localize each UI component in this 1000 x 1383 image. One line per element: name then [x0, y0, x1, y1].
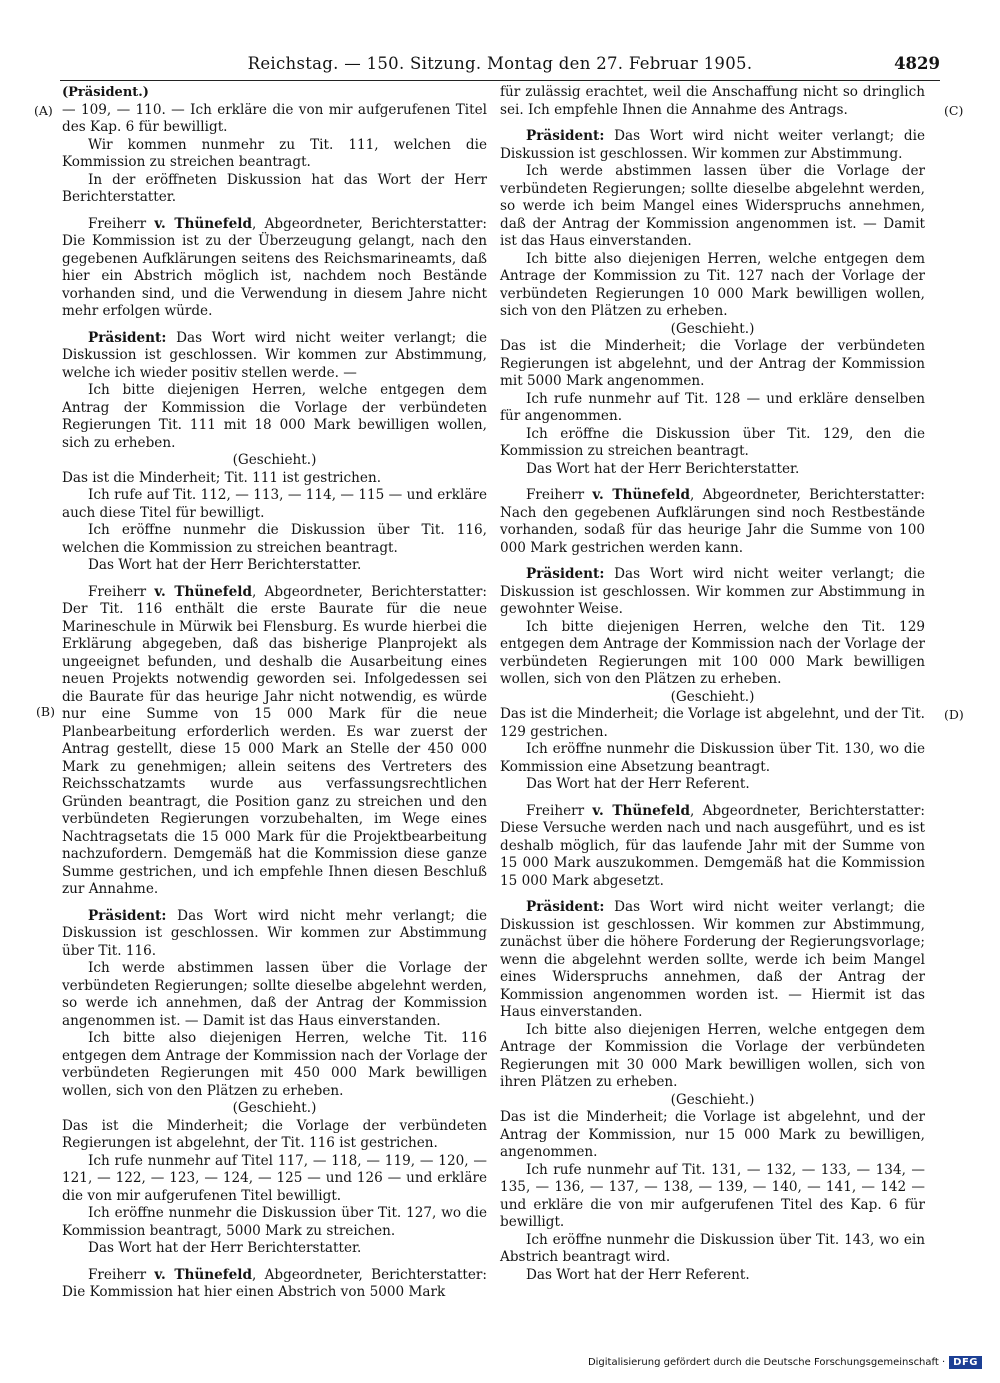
page-header	[60, 54, 940, 78]
margin-marker-c: (C)	[944, 103, 964, 118]
president-paragraph	[500, 128, 925, 163]
speaker-title: Freiherr	[88, 1266, 155, 1283]
paragraph: Ich rufe nunmehr auf Tit. 131, — 132, — 133, — 134, — 135, — 136, — 137, — 138, — 139, — 140, — 141, — 142 — und erkläre die von mir aufgerufenen Titel des Kap. 6 für bewilligt.	[500, 1161, 925, 1230]
dfg-logo: DFG	[949, 1356, 982, 1369]
stage-direction: (Geschieht.)	[232, 1100, 317, 1116]
paragraph: Das Wort hat der Herr Referent.	[526, 1266, 750, 1283]
speech-text: Das Wort wird nicht weiter verlangt; die Diskussion ist geschlossen. Wir kommen zur Abstimmung in gewohnter Weise.	[500, 566, 925, 617]
paragraph: Ich eröffne nunmehr die Diskussion über Tit. 127, wo die Kommission beantragt, 5000 Mark zu streichen.	[62, 1205, 487, 1239]
speaker-paragraph	[500, 803, 925, 891]
paragraph: Das ist die Minderheit; die Vorlage der verbündeten Regierungen ist abgelehnt, der Tit. 116 ist gestrichen.	[62, 1117, 487, 1151]
speaker-paragraph	[62, 1267, 487, 1302]
paragraph: Ich werde abstimmen lassen über die Vorlage der verbündeten Regierungen; sollte dieselbe abgelehnt werden, so werde ich beim Mangel eines Widerspruchs annehmen, daß der Antrag der Kommission angenommen ist. — Damit ist das Haus einverstanden.	[500, 163, 925, 249]
paragraph: Ich bitte diejenigen Herren, welche entgegen dem Antrag der Kommission die Vorlage der verbündeten Regierungen Tit. 111 mit 18 000 Mark bewilligen wollen, sich zu erheben.	[62, 382, 487, 451]
president-paragraph	[500, 899, 925, 1022]
speaker-title: Freiherr	[88, 215, 155, 232]
paragraph: Ich rufe auf Tit. 112, — 113, — 114, — 115 — und erkläre auch diese Titel für bewilligt.	[62, 487, 487, 521]
paragraph: Das ist die Minderheit; die Vorlage der verbündeten Regierungen ist abgelehnt, und der Antrag der Kommission mit 5000 Mark angenommen.	[500, 338, 925, 389]
speech-text: Das Wort wird nicht weiter verlangt; die Diskussion ist geschlossen. Wir kommen zur Abstimmung, zunächst über die höhere Forderung der Regierungsvorlage; wenn die abgelehnt werden sollte, werde ich beim Mangel eines Widerspruchs annehmen, daß der Antrag der Kommission angenommen worden ist. — Hiermit ist das Haus einverstanden.	[500, 899, 925, 1020]
speech-text: Das Wort wird nicht weiter verlangt; die Diskussion ist geschlossen. Wir kommen zur Abstimmung.	[500, 128, 925, 162]
speaker-paragraph	[62, 584, 487, 899]
paragraph: Ich rufe nunmehr auf Tit. 128 — und erkläre denselben für angenommen.	[500, 390, 925, 424]
margin-marker-d: (D)	[944, 707, 964, 722]
right-column	[500, 84, 925, 1284]
stage-direction: (Geschieht.)	[670, 688, 755, 705]
paragraph: Das ist die Minderheit; die Vorlage ist abgelehnt, und der Antrag der Kommission, nur 15 000 Mark zu bewilligen, angenommen.	[500, 1109, 925, 1160]
president-paragraph	[62, 908, 487, 961]
paragraph: Das Wort hat der Herr Berichterstatter.	[526, 460, 800, 477]
left-column	[62, 84, 487, 1302]
paragraph: Ich bitte also diejenigen Herren, welche Tit. 116 entgegen dem Antrage der Kommission nach der Vorlage der verbündeten Regierungen mit 450 000 Mark bewilligen wollen, sich von den Plätzen zu erheben.	[62, 1030, 487, 1099]
speaker-name: Präsident:	[526, 128, 605, 144]
paragraph: Ich werde abstimmen lassen über die Vorlage der verbündeten Regierungen; sollte dieselbe abgelehnt werden, so werde ich annehmen, daß der Antrag der Kommission angenommen ist. — Damit ist das Haus einverstanden.	[62, 960, 487, 1029]
speaker-name: v. Thünefeld	[154, 215, 252, 232]
paragraph: Ich bitte also diejenigen Herren, welche entgegen dem Antrage der Kommission die Vorlage der verbündeten Regierungen mit 30 000 Mark bewilligen wollen, sich von ihren Plätzen zu erheben.	[500, 1021, 925, 1090]
paragraph: Ich eröffne nunmehr die Diskussion über Tit. 130, wo die Kommission eine Absetzung beantragt.	[500, 741, 925, 775]
paragraph: In der eröffneten Diskussion hat das Wort der Herr Berichterstatter.	[62, 171, 487, 205]
section-speaker-head: (Präsident.)	[62, 85, 149, 100]
page-number: 4829	[894, 54, 940, 73]
speaker-name: Präsident:	[526, 566, 605, 582]
speech-text: Das Wort wird nicht weiter verlangt; die Diskussion ist geschlossen. Wir kommen zur Abstimmung, welche ich wieder positiv stellen werde. —	[62, 329, 487, 381]
paragraph: Ich eröffne nunmehr die Diskussion über Tit. 143, wo ein Abstrich beantragt wird.	[500, 1231, 925, 1265]
running-title: Reichstag. — 150. Sitzung. Montag den 27. Februar 1905.	[247, 54, 753, 73]
paragraph: Das Wort hat der Herr Referent.	[526, 776, 750, 792]
speech-text: Das Wort wird nicht mehr verlangt; die Diskussion ist geschlossen. Wir kommen zur Abstimmung über Tit. 116.	[62, 907, 487, 959]
paragraph: — 109, — 110. — Ich erkläre die von mir aufgerufenen Titel des Kap. 6 für bewilligt.	[62, 101, 487, 135]
speaker-name: v. Thünefeld	[154, 1266, 252, 1283]
header-rule	[60, 80, 940, 81]
margin-marker-a: (A)	[34, 103, 53, 118]
footer-credit: Digitalisierung gefördert durch die Deutsche Forschungsgemeinschaft ·	[587, 1357, 946, 1368]
speaker-name: v. Thünefeld	[154, 583, 252, 600]
president-paragraph	[62, 330, 487, 383]
paragraph: Das Wort hat der Herr Berichterstatter.	[88, 1240, 362, 1256]
footer	[588, 1356, 982, 1369]
speaker-name: Präsident:	[526, 899, 605, 915]
speaker-title: Freiherr	[88, 583, 155, 600]
paragraph: Das ist die Minderheit; Tit. 111 ist gestrichen.	[62, 469, 382, 486]
paragraph: Ich eröffne nunmehr die Diskussion über Tit. 116, welchen die Kommission zu streichen beantragt.	[62, 522, 487, 556]
paragraph: für zulässig erachtet, weil die Anschaffung nicht so dringlich sei. Ich empfehle Ihnen die Annahme des Antrags.	[500, 84, 925, 118]
paragraph: Das ist die Minderheit; die Vorlage ist abgelehnt, und der Tit. 129 gestrichen.	[500, 706, 925, 740]
paragraph: Das Wort hat der Herr Berichterstatter.	[88, 557, 362, 573]
stage-direction: (Geschieht.)	[670, 1091, 755, 1108]
paragraph: Ich eröffne die Diskussion über Tit. 129, den die Kommission zu streichen beantragt.	[500, 425, 925, 459]
paragraph: Ich rufe nunmehr auf Titel 117, — 118, — 119, — 120, — 121, — 122, — 123, — 124, — 125 — und 126 — und erkläre die von mir aufgerufenen Titel bewilligt.	[62, 1152, 487, 1204]
paragraph: Ich bitte also diejenigen Herren, welche entgegen dem Antrage der Kommission zu Tit. 127 nach der Vorlage der verbündeten Regierungen 10 000 Mark bewilligen wollen, sich von den Plätzen zu erheben.	[500, 250, 925, 319]
speaker-name: v. Thünefeld	[592, 487, 690, 503]
speech-text: , Abgeordneter, Berichterstatter: Nach den gegebenen Aufklärungen sind noch Restbestände vorhanden, sodaß für das heurige Jahr die Summe von 100 000 Mark gestrichen werden kann.	[500, 487, 925, 556]
paragraph: Wir kommen nunmehr zu Tit. 111, welchen die Kommission zu streichen beantragt.	[62, 136, 487, 170]
speaker-paragraph	[62, 216, 487, 321]
margin-marker-b: (B)	[36, 704, 55, 719]
speaker-title: Freiherr	[526, 802, 593, 819]
paragraph: Ich bitte diejenigen Herren, welche den Tit. 129 entgegen dem Antrage der Kommission nach der Vorlage der verbündeten Regierungen mit 100 000 Mark bewilligen wollen, sich von den Plätzen zu erheben.	[500, 618, 925, 687]
speaker-name: Präsident:	[88, 329, 167, 346]
speaker-name: Präsident:	[88, 907, 167, 924]
speaker-title: Freiherr	[526, 487, 593, 503]
speech-text: , Abgeordneter, Berichterstatter: Die Kommission hat hier einen Abstrich von 5000 Mark	[62, 1266, 487, 1300]
speech-text: , Abgeordneter, Berichterstatter: Der Tit. 116 enthält die erste Baurate für die neue Marineschule in Mürwik bei Flensburg. Es wurde hierbei die Erklärung abgegeben, daß das bisherige Planprojekt als ungeeignet befunden, und deshalb die Ausarbeitung eines neuen Projekts notwendig geworden sei. Infolgedessen sei die Baurate für das heurige Jahr nicht notwendig, es würde nur eine Summe von 15 000 Mark für die neue Planbearbeitung erforderlich werden. Es war zuerst der Antrag gestellt, diese 15 000 Mark an Stelle der 450 000 Mark zu genehmigen; allein seitens des Vertreters des Reichsschatzamts wurde aus verfassungsrechtlichen Gründen beantragt, die Position ganz zu streichen und den verbündeten Regierungen vorzubehalten, im Wege eines Nachtragsetats die 15 000 Mark für die Projektbearbeitung nachzufordern. Demgemäß hat die Kommission diese ganze Summe gestrichen, und ich empfehle Ihnen diesen Beschluß zur Annahme.	[62, 583, 487, 897]
speech-text: , Abgeordneter, Berichterstatter: Die Kommission ist zu der Überzeugung gelangt, nach den gegebenen Aufklärungen seitens des Reichsmarineamts, daß hier ein Abstrich möglich ist, nachdem noch Bestände vorhanden sind, und die Verwendung in diesem Jahre nicht mehr erfolgen würde.	[62, 215, 487, 319]
president-paragraph	[500, 566, 925, 619]
speech-text: , Abgeordneter, Berichterstatter: Diese Versuche werden nach und nach ausgeführt, und es ist deshalb möglich, für das laufende Jahr mit der Summe von 15 000 Mark auszukommen. Demgemäß hat die Kommission 15 000 Mark abgesetzt.	[500, 802, 925, 889]
stage-direction: (Geschieht.)	[232, 452, 317, 468]
stage-direction: (Geschieht.)	[670, 320, 755, 337]
speaker-paragraph	[500, 487, 925, 557]
speaker-name: v. Thünefeld	[592, 802, 690, 819]
